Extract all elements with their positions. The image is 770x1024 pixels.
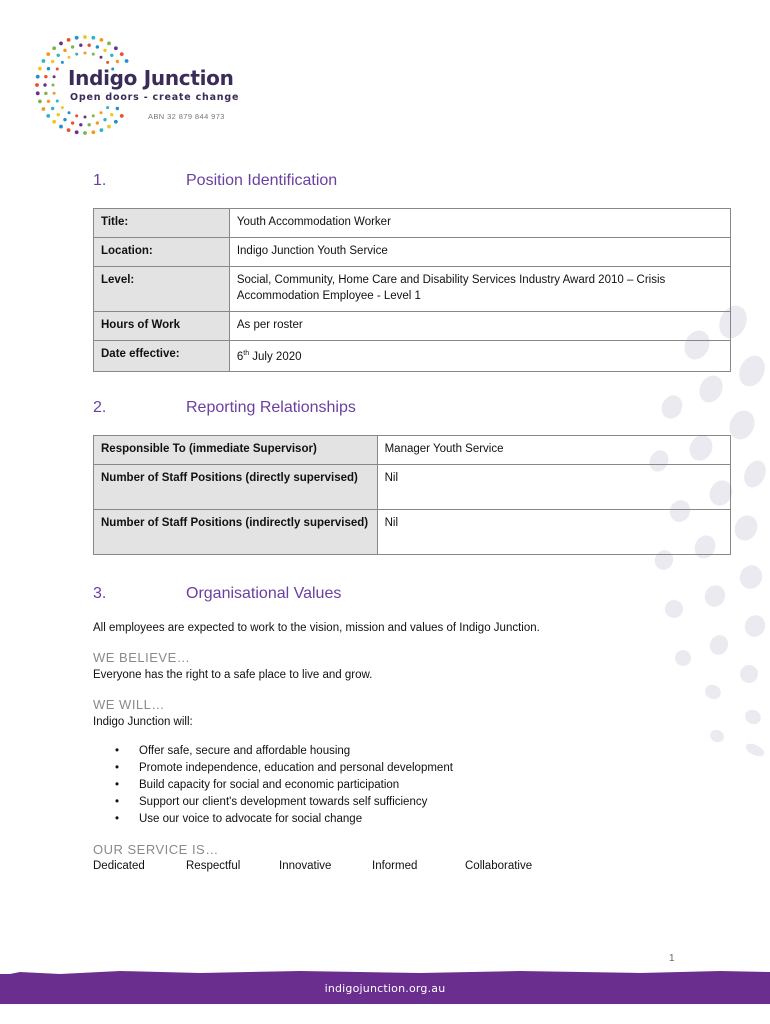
section-number: 2.	[93, 399, 107, 416]
footer-bar	[0, 974, 770, 1004]
list-item-text: Use our voice to advocate for social change	[139, 813, 363, 825]
we-believe-text: Everyone has the right to a safe place to live and grow.	[93, 669, 373, 681]
decorative-dot	[695, 372, 727, 407]
row-label: Location:	[94, 238, 230, 267]
decorative-dot	[737, 662, 761, 686]
section-number: 1.	[93, 172, 107, 189]
row-label: Level:	[94, 267, 230, 312]
service-value: Respectful	[186, 860, 241, 872]
section-title: Organisational Values	[186, 585, 342, 602]
section-number: 3.	[93, 585, 107, 602]
decorative-dot	[707, 632, 732, 658]
list-item	[115, 760, 453, 777]
footer-url: indigojunction.org.au	[324, 982, 446, 995]
abn-number: ABN 32 879 844 973	[148, 112, 225, 121]
list-item-text: Promote independence, education and personal development	[139, 762, 453, 774]
service-value: Informed	[372, 860, 418, 872]
list-item	[115, 743, 453, 760]
decorative-dot	[744, 741, 766, 759]
row-value: Nil	[377, 465, 730, 510]
decorative-dot	[672, 647, 693, 668]
table-row	[94, 510, 731, 555]
decorative-dot	[743, 707, 763, 726]
row-value: Social, Community, Home Care and Disability Services Industry Award 2010 – Crisis Accommodation Employee - Level 1	[229, 267, 730, 312]
table-row	[94, 341, 731, 372]
section-title: Reporting Relationships	[186, 399, 356, 416]
row-label: Title:	[94, 209, 230, 238]
position-identification-table	[93, 208, 731, 372]
date-rest: July 2020	[249, 350, 302, 363]
decorative-dot	[734, 351, 769, 390]
table-row	[94, 465, 731, 510]
bullet-icon: •	[115, 779, 120, 791]
row-value: Indigo Junction Youth Service	[229, 238, 730, 267]
list-item	[115, 794, 453, 811]
we-will-text: Indigo Junction will:	[93, 716, 193, 728]
row-label: Number of Staff Positions (directly supervised)	[94, 465, 378, 510]
values-bullet-list	[115, 743, 453, 828]
logo-tagline: Open doors - create change	[70, 92, 240, 103]
bullet-icon: •	[115, 762, 120, 774]
row-label: Hours of Work	[94, 312, 230, 341]
table-row	[94, 436, 731, 465]
page-number: 1	[669, 953, 675, 964]
decorative-dot	[701, 582, 728, 610]
list-item-text: Offer safe, secure and affordable housing	[139, 745, 351, 757]
section-3-heading	[93, 585, 341, 603]
logo	[30, 30, 250, 140]
service-value: Dedicated	[93, 860, 145, 872]
section-2-heading	[93, 399, 356, 417]
we-will-heading: WE WILL…	[93, 697, 165, 712]
section-title: Position Identification	[186, 172, 338, 189]
list-item-text: Support our client's development towards self sufficiency	[139, 796, 428, 808]
decorative-dot	[658, 392, 686, 422]
list-item	[115, 777, 453, 794]
row-value: Youth Accommodation Worker	[229, 209, 730, 238]
bullet-icon: •	[115, 796, 120, 808]
logo-name: Indigo Junction	[68, 66, 234, 90]
our-service-heading: OUR SERVICE IS…	[93, 842, 219, 857]
row-label: Number of Staff Positions (indirectly supervised)	[94, 510, 378, 555]
bullet-icon: •	[115, 813, 120, 825]
row-value: As per roster	[229, 312, 730, 341]
decorative-dot	[703, 682, 723, 701]
bullet-icon: •	[115, 745, 120, 757]
decorative-dot	[731, 512, 762, 545]
row-value	[229, 341, 730, 372]
section-1-heading	[93, 172, 337, 190]
service-value: Collaborative	[465, 860, 533, 872]
decorative-dot	[662, 597, 686, 621]
values-intro: All employees are expected to work to the vision, mission and values of Indigo Junction.	[93, 622, 540, 634]
we-believe-heading: WE BELIEVE…	[93, 650, 191, 665]
list-item-text: Build capacity for social and economic participation	[139, 779, 400, 791]
table-row	[94, 312, 731, 341]
reporting-relationships-table	[93, 435, 731, 555]
row-value: Manager Youth Service	[377, 436, 730, 465]
list-item	[115, 811, 453, 828]
row-label: Date effective:	[94, 341, 230, 372]
table-row	[94, 238, 731, 267]
table-row	[94, 267, 731, 312]
row-label: Responsible To (immediate Supervisor)	[94, 436, 378, 465]
date-day: 6	[236, 350, 244, 363]
date-suffix: th	[243, 350, 250, 357]
decorative-dot	[740, 457, 770, 491]
table-row	[94, 209, 731, 238]
decorative-dot	[741, 612, 768, 640]
service-value: Innovative	[279, 860, 332, 872]
decorative-dot	[736, 561, 766, 592]
decorative-dot	[708, 728, 726, 745]
row-value: Nil	[377, 510, 730, 555]
